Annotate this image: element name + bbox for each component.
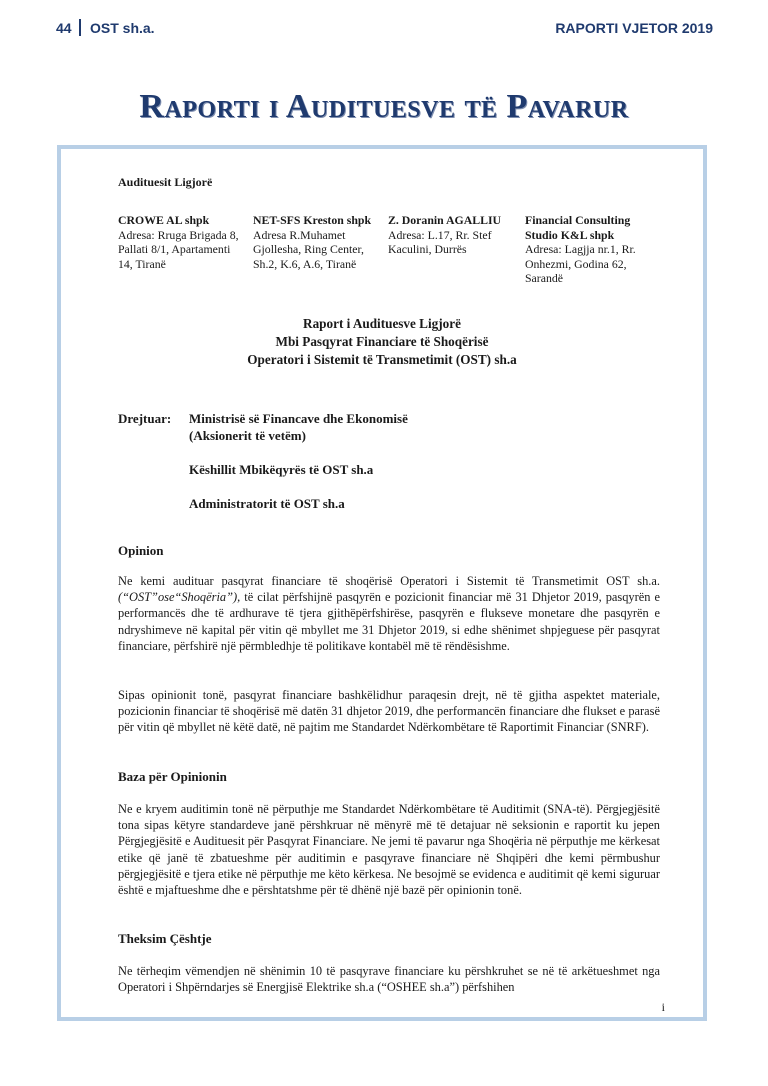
firm-address-line: Pallati 8/1, Apartamenti xyxy=(118,242,231,256)
report-title-line: Operatori i Sistemit të Transmetimit (OST) sh.a xyxy=(247,352,517,367)
header-report-title: RAPORTI VJETOR 2019 xyxy=(555,20,713,36)
auditors-heading: Audituesit Ligjorë xyxy=(118,175,213,189)
opinion-paragraph-2: Sipas opinionit tonë, pasqyrat financiare bashkëlidhur paraqesin drejt, në të gjitha aspektet materiale, pozicionin financiar të shoqërisë më datën 31 dhjetor 2019, dhe performancën financiare dhe flukset e parasë për vitin që mbyllet në këtë datë, në pajtim me Standardet Ndërkombëtare të Raportimit Financiar (SNRF). xyxy=(118,688,660,735)
recipient: Ministrisë së Financave dhe Ekonomisë xyxy=(189,411,408,426)
addressed-label: Drejtuar: xyxy=(118,411,172,426)
firm-address-line: Gjollesha, Ring Center, xyxy=(253,242,364,256)
text-run-italic: (“OST”ose“Shoqëria”), xyxy=(118,590,241,605)
auditor-firm xyxy=(253,213,383,271)
basis-heading: Baza për Opinionin xyxy=(118,769,227,784)
scanned-report-frame xyxy=(57,145,707,1021)
auditor-firm xyxy=(525,213,655,286)
firm-address-line: Adresa: Rruga Brigada 8, xyxy=(118,227,239,242)
recipient: (Aksionerit të vetëm) xyxy=(189,428,306,443)
firm-name: CROWE AL shpk xyxy=(118,213,210,227)
basis-paragraph: Ne e kryem auditimin tonë në përputhje me Standardet Ndërkombëtare të Auditimit (SNA-të). Përgjegjësitë tona sipas këtyre standardeve janë përshkruar në mënyrë më të detajuar në seksionin e raportit ku jepen Përgjegjësitë e Audituesit për Pasqyrat Financiare. Ne jemi të pavarur nga Shoqëria në përputhje me kërkesat etike që janë të zbatueshme për auditimin e pasqyrave financiare në Shqipëri dhe kemi përmbushur përgjegjësitë e tjera etike në përputhje me këto kërkesa. Ne besojmë se evidenca e auditimit që kemi siguruar është e mjaftueshme dhe e përshtatshme për të dhënë një bazë për opinionin tonë. xyxy=(118,802,660,898)
firm-address-line: Sh.2, K.6, A.6, Tiranë xyxy=(253,256,357,271)
firm-address-line: Kaculini, Durrës xyxy=(388,242,467,256)
recipient: Administratorit të OST sh.a xyxy=(189,496,345,511)
text-run: Ne kemi audituar pasqyrat financiare të shoqërisë Operatori i Sistemit të Transmetimit OST sh.a. xyxy=(118,574,660,588)
firm-name: NET-SFS Kreston shpk xyxy=(253,213,372,227)
firm-address-line: Adresa: Lagjja nr.1, Rr. xyxy=(525,242,636,256)
recipient: Këshillit Mbikëqyrës të OST sh.a xyxy=(189,462,374,477)
report-title-line: Mbi Pasqyrat Financiare të Shoqërisë xyxy=(275,334,489,349)
firm-name: Z. Doranin AGALLIU xyxy=(388,213,502,227)
scan-page-mark: i xyxy=(661,1000,665,1014)
opinion-paragraph-1 xyxy=(118,573,660,654)
firm-address-line: 14, Tiranë xyxy=(118,256,166,271)
auditor-firm xyxy=(118,213,248,271)
page-header xyxy=(0,18,768,40)
firm-name: Financial Consulting xyxy=(525,213,631,227)
header-divider xyxy=(79,19,81,36)
scanned-document xyxy=(61,149,703,1017)
firm-address-line: Onhezmi, Godina 62, xyxy=(525,256,627,271)
page-title: Raporti i Audituesve të Pavarur xyxy=(139,88,629,125)
auditor-firm xyxy=(388,213,518,257)
report-title xyxy=(61,315,703,369)
text-run: të cilat përfshijnë pasqyrën e pozicionit financiar më 31 Dhjetor 2019, pasqyrën e performancës dhe të ardhurave të tjera gjithëpërfshirëse, pasqyrën e flukseve monetare dhe pasqyrën e ndryshimeve në kapital për vitin që mbyllet me 31 Dhjetor 2019, si edhe shënimet shpjeguese për pasqyrat financiare, përfshirë një përmbledhje të politikave kontabël më të rëndësishme. xyxy=(118,590,660,653)
page-number: 44 xyxy=(56,20,72,36)
emphasis-paragraph: Ne tërheqim vëmendjen në shënimin 10 të pasqyrave financiare ku përshkruhet se në të arkëtueshmet nga Operatori i Shpërndarjes së Energjisë Elektrike sh.a (“OSHEE sh.a”) përfshihen xyxy=(118,964,660,995)
header-company: OST sh.a. xyxy=(90,20,155,36)
report-title-line: Raport i Audituesve Ligjorë xyxy=(303,316,461,331)
firm-address-line: Adresa R.Muhamet xyxy=(253,227,346,242)
emphasis-heading: Theksim Çështje xyxy=(118,931,212,946)
firm-address-line: Adresa: L.17, Rr. Stef xyxy=(388,227,492,242)
opinion-heading: Opinion xyxy=(118,543,164,558)
firm-name-line2: Studio K&L shpk xyxy=(525,227,615,242)
firm-address-line: Sarandë xyxy=(525,271,563,285)
